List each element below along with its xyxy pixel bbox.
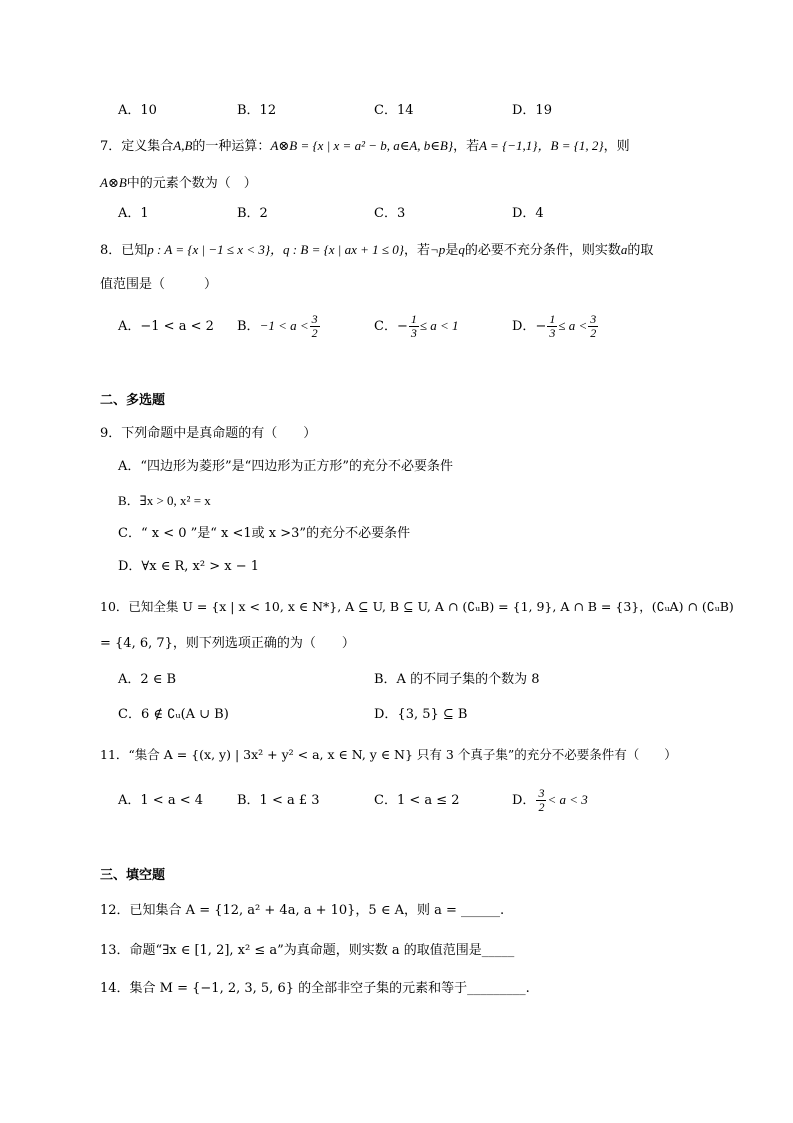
section-heading-multiple-choice: 二、多选题 [100,393,166,408]
q10-option-c: C．6 ∉ ∁ᵤ(A ∪ B) [118,707,229,722]
q8-option-a: A．−1 < a < 2 [118,319,214,334]
q12-stem: 12．已知集合 A = {12, a² + 4a, a + 10}，5 ∈ A，则 a = ______. [100,903,505,918]
q14-stem: 14．集合 M = {−1, 2, 3, 5, 6} 的全部非空子集的元素和等于_________. [100,981,530,996]
q6-option-a: A．10 [118,103,157,118]
q6-option-b: B．12 [237,103,277,118]
q7-option-c: C．3 [374,206,406,221]
q11-option-b: B．1 < a £ 3 [237,793,320,808]
fraction-3-over-2: $\frac{3}{2}$ [311,312,318,340]
q7-stem-line2: A⊗B中的元素个数为（ ） [100,175,257,191]
fraction-1-over-3: $\frac{1}{3}$ [549,312,556,340]
q11-option-a: A．1 < a < 4 [118,793,203,808]
q8-stem-line2: 值范围是（ ） [100,277,218,292]
q11-option-d: D． $\frac{3}{2}$ < a < 3 [512,786,588,814]
fraction-3-over-2: $\frac{3}{2}$ [590,312,597,340]
q7-option-b: B．2 [237,206,268,221]
q8-stem-line1: 8．已知p : A = {x | −1 ≤ x < 3}，q : B = {x | ax + 1 ≤ 0}，若¬p是q的必要不充分条件，则实数a的取 [100,242,654,258]
q10-stem-line2: = {4, 6, 7}，则下列选项正确的为（ ） [100,636,355,651]
q11-option-c: C．1 < a ≤ 2 [374,793,460,808]
q9-option-b: B．∃x > 0, x² = x [118,493,211,508]
q10-option-b: B．A 的不同子集的个数为 8 [374,672,540,687]
q6-option-c: C．14 [374,103,414,118]
fraction-1-over-3: $\frac{1}{3}$ [410,312,417,340]
q7-option-a: A．1 [118,206,149,221]
q8-option-b: B．−1 < a < $\frac{3}{2}$ [237,312,318,340]
q13-stem: 13．命题“∃x ∈ [1, 2], x² ≤ a”为真命题，则实数 a 的取值范围是_____ [100,943,515,958]
q9-option-d: D．∀x ∈ R, x² > x − 1 [118,559,260,574]
q10-stem-line1: 10．已知全集 U = {x | x < 10, x ∈ N*}, A ⊆ U, B ⊆ U, A ∩ (∁ᵤB) = {1, 9}, A ∩ B = {3}，(∁ᵤA) ∩ (∁ᵤB) [100,599,734,614]
q11-stem: 11．“集合 A = {(x, y) | 3x² + y² < a, x ∈ N, y ∈ N} 只有 3 个真子集”的充分不必要条件有（ ） [100,747,677,762]
q6-option-d: D．19 [512,103,552,118]
q9-stem: 9．下列命题中是真命题的有（ ） [100,426,317,441]
q9-option-a: A．“四边形为菱形”是“四边形为正方形”的充分不必要条件 [118,459,453,474]
fraction-3-over-2: $\frac{3}{2}$ [538,786,545,814]
q7-option-d: D．4 [512,206,544,221]
q7-stem-line1: 7．定义集合A,B的一种运算：A⊗B = {x | x = a² − b, a∈A, b∈B}，若A = {−1,1}，B = {1, 2}，则 [100,138,630,154]
q10-option-a: A．2 ∈ B [118,672,177,687]
q10-option-d: D．{3, 5} ⊆ B [374,707,468,722]
q9-option-c: C．“ x < 0 ”是“ x <1或 x >3”的充分不必要条件 [118,526,411,541]
q8-option-d: D．− $\frac{1}{3}$ ≤ a < $\frac{3}{2}$ [512,312,597,340]
section-heading-fill-in: 三、填空题 [100,868,166,883]
q8-option-c: C．− $\frac{1}{3}$ ≤ a < 1 [374,312,459,340]
